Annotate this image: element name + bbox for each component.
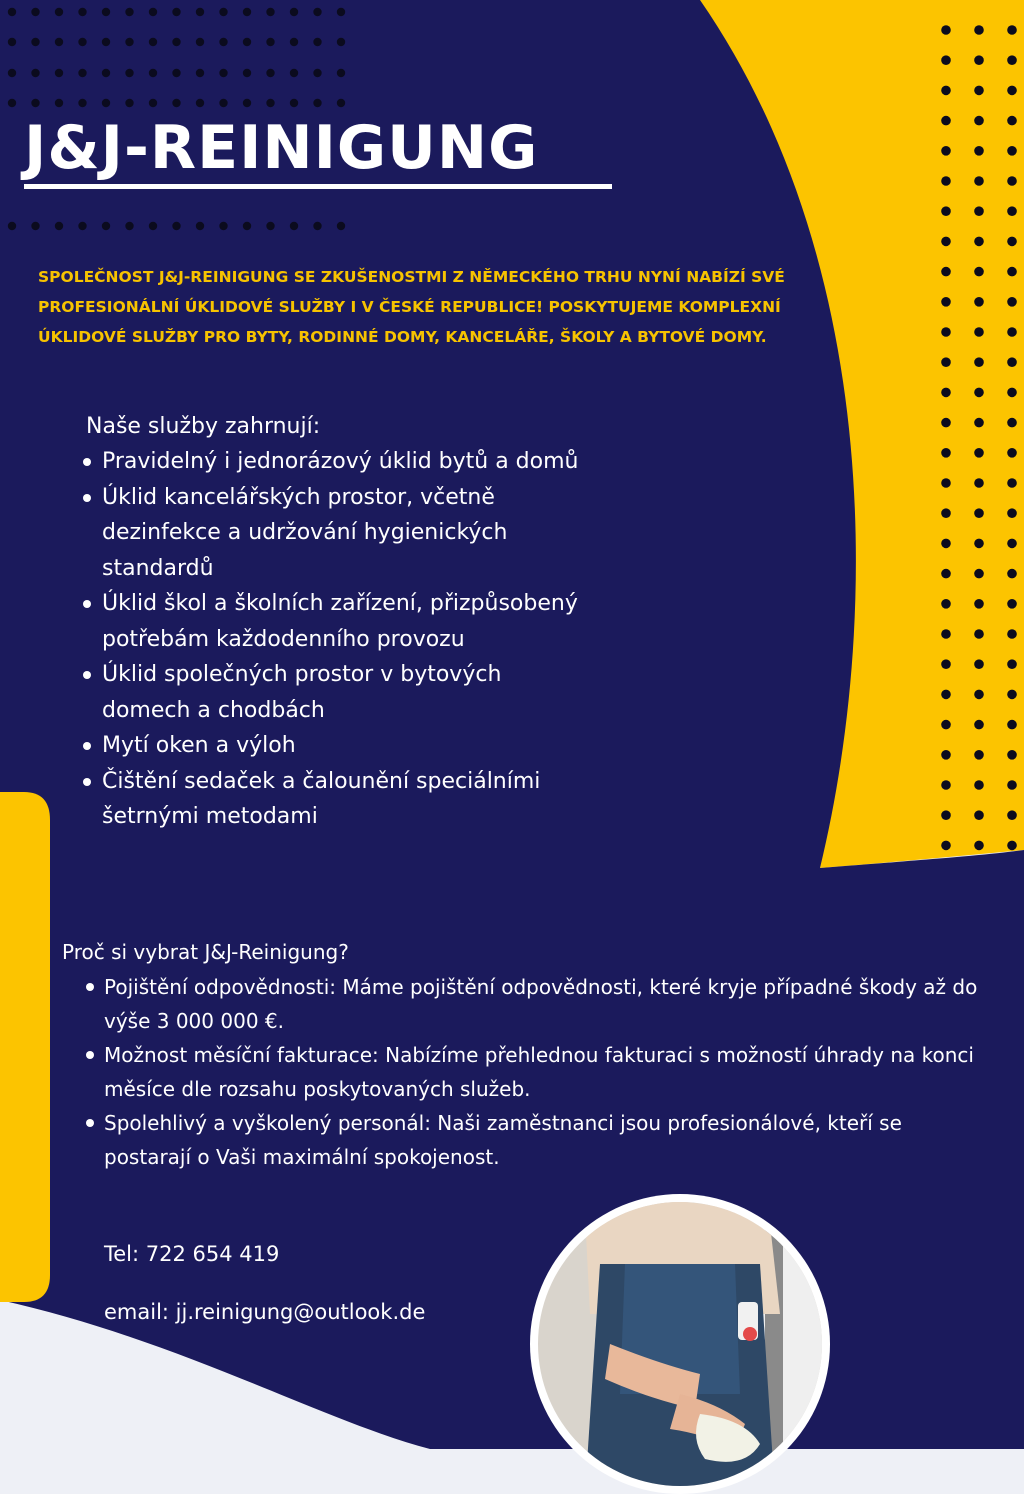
list-item: Úklid škol a školních zařízení, přizpůsobený potřebám každodenního provozu — [80, 586, 580, 657]
decorative-dot — [149, 99, 157, 107]
decorative-dot — [337, 38, 345, 46]
decorative-dot — [1007, 206, 1017, 216]
decorative-dot — [974, 357, 984, 367]
decorative-dot — [266, 99, 274, 107]
decorative-dot — [974, 388, 984, 398]
decorative-dot — [974, 720, 984, 730]
decorative-dot — [102, 8, 110, 16]
decorative-dot — [172, 69, 180, 77]
decorative-dot — [78, 38, 86, 46]
decorative-dot — [1007, 780, 1017, 790]
decorative-dot — [243, 69, 251, 77]
decorative-dot — [219, 222, 227, 230]
decorative-dot — [78, 99, 86, 107]
decorative-dot — [219, 99, 227, 107]
decorative-dot — [125, 8, 133, 16]
decorative-dot — [55, 99, 63, 107]
decorative-dot — [337, 222, 345, 230]
decorative-dot — [1007, 750, 1017, 760]
list-item: Čištění sedaček a čalounění speciálními šetrnými metodami — [80, 764, 580, 835]
decorative-dot — [941, 267, 951, 277]
decorative-dot — [974, 629, 984, 639]
decorative-dot — [1007, 237, 1017, 247]
list-item: Pravidelný i jednorázový úklid bytů a domů — [80, 444, 580, 480]
decorative-dot — [941, 508, 951, 518]
decorative-dot — [1007, 690, 1017, 700]
decorative-dot — [941, 599, 951, 609]
decorative-dot — [219, 69, 227, 77]
decorative-dot — [149, 69, 157, 77]
decorative-dot — [125, 38, 133, 46]
decorative-dot — [1007, 297, 1017, 307]
yellow-strip-left — [0, 792, 50, 1302]
list-item: Spolehlivý a vyškolený personál: Naši zaměstnanci jsou profesionálové, kteří se postarají o Vaši maximální spokojenost. — [82, 1106, 982, 1174]
decorative-dot — [102, 69, 110, 77]
decorative-dot — [941, 539, 951, 549]
decorative-dot — [974, 690, 984, 700]
decorative-dot — [172, 38, 180, 46]
title-underline — [24, 184, 612, 189]
decorative-dot — [219, 8, 227, 16]
decorative-dot — [1007, 86, 1017, 96]
decorative-dot — [1007, 25, 1017, 35]
decorative-dot — [290, 99, 298, 107]
decorative-dot — [941, 569, 951, 579]
decorative-dot — [974, 297, 984, 307]
decorative-dot — [172, 99, 180, 107]
decorative-dot — [974, 267, 984, 277]
decorative-dot — [31, 99, 39, 107]
decorative-dot — [290, 38, 298, 46]
decorative-dot — [196, 38, 204, 46]
decorative-dot — [974, 327, 984, 337]
decorative-dot — [149, 38, 157, 46]
services-heading: Naše služby zahrnují: — [86, 414, 321, 439]
decorative-dot — [974, 478, 984, 488]
why-heading: Proč si vybrat J&J-Reinigung? — [62, 940, 349, 964]
decorative-dot — [102, 38, 110, 46]
decorative-dot — [313, 38, 321, 46]
decorative-dot — [1007, 388, 1017, 398]
decorative-dot — [313, 99, 321, 107]
decorative-dot — [219, 38, 227, 46]
decorative-dot — [196, 8, 204, 16]
decorative-dot — [974, 25, 984, 35]
decorative-dot — [941, 327, 951, 337]
decorative-dot — [125, 99, 133, 107]
decorative-dot — [1007, 55, 1017, 65]
decorative-dot — [55, 69, 63, 77]
decorative-dot — [941, 841, 951, 851]
decorative-dot — [941, 750, 951, 760]
decorative-dot — [974, 116, 984, 126]
decorative-dot — [941, 659, 951, 669]
decorative-dot — [974, 750, 984, 760]
decorative-dot — [125, 69, 133, 77]
decorative-dot — [1007, 116, 1017, 126]
decorative-dot — [8, 8, 16, 16]
decorative-dot — [1007, 176, 1017, 186]
decorative-dot — [941, 780, 951, 790]
list-item: Mytí oken a výloh — [80, 728, 580, 764]
decorative-dot — [266, 69, 274, 77]
decorative-dot — [125, 222, 133, 230]
decorative-dot — [196, 99, 204, 107]
decorative-dot — [1007, 357, 1017, 367]
decorative-dot — [1007, 539, 1017, 549]
decorative-dot — [941, 55, 951, 65]
decorative-dot — [31, 69, 39, 77]
decorative-dot — [974, 659, 984, 669]
decorative-dot — [941, 629, 951, 639]
decorative-dot — [196, 222, 204, 230]
decorative-dot — [1007, 508, 1017, 518]
decorative-dot — [941, 116, 951, 126]
decorative-dot — [8, 69, 16, 77]
list-item: Úklid kancelářských prostor, včetně dezinfekce a udržování hygienických standardů — [80, 480, 580, 587]
decorative-dot — [941, 810, 951, 820]
decorative-dot — [941, 25, 951, 35]
decorative-dot — [941, 297, 951, 307]
page-title: J&J-REINIGUNG — [24, 113, 539, 183]
decorative-dot — [941, 478, 951, 488]
decorative-dot — [941, 357, 951, 367]
decorative-dot — [78, 222, 86, 230]
decorative-dot — [149, 8, 157, 16]
decorative-dot — [243, 222, 251, 230]
decorative-dot — [1007, 841, 1017, 851]
services-list — [80, 444, 580, 835]
decorative-dot — [290, 8, 298, 16]
decorative-dot — [1007, 418, 1017, 428]
decorative-dot — [243, 99, 251, 107]
decorative-dot — [290, 222, 298, 230]
decorative-dot — [974, 206, 984, 216]
decorative-dot — [1007, 720, 1017, 730]
email-address[interactable]: email: jj.reinigung@outlook.de — [104, 1300, 426, 1324]
decorative-dot — [974, 146, 984, 156]
decorative-dot — [941, 720, 951, 730]
decorative-dot — [313, 8, 321, 16]
decorative-dot — [1007, 810, 1017, 820]
decorative-dot — [974, 599, 984, 609]
list-item: Úklid společných prostor v bytových domech a chodbách — [80, 657, 580, 728]
decorative-dot — [974, 841, 984, 851]
decorative-dot — [1007, 448, 1017, 458]
decorative-dot — [55, 8, 63, 16]
decorative-dot — [172, 8, 180, 16]
decorative-dot — [290, 69, 298, 77]
decorative-dot — [941, 86, 951, 96]
decorative-dot — [1007, 629, 1017, 639]
decorative-dot — [974, 55, 984, 65]
why-list — [82, 970, 982, 1174]
decorative-dot — [266, 222, 274, 230]
decorative-dot — [974, 237, 984, 247]
decorative-dot — [8, 99, 16, 107]
decorative-dot — [1007, 478, 1017, 488]
decorative-dot — [1007, 599, 1017, 609]
decorative-dot — [243, 38, 251, 46]
decorative-dot — [941, 418, 951, 428]
decorative-dot — [941, 388, 951, 398]
decorative-dot — [31, 8, 39, 16]
decorative-dot — [149, 222, 157, 230]
decorative-dot — [102, 222, 110, 230]
decorative-dot — [941, 690, 951, 700]
decorative-dot — [8, 222, 16, 230]
decorative-dot — [31, 38, 39, 46]
phone-number[interactable]: Tel: 722 654 419 — [104, 1242, 280, 1266]
decorative-dot — [313, 222, 321, 230]
decorative-dot — [243, 8, 251, 16]
decorative-dot — [31, 222, 39, 230]
decorative-dot — [974, 418, 984, 428]
decorative-dot — [172, 222, 180, 230]
decorative-dot — [55, 222, 63, 230]
decorative-dot — [941, 176, 951, 186]
decorative-dot — [974, 508, 984, 518]
decorative-dot — [55, 38, 63, 46]
intro-text: SPOLEČNOST J&J-REINIGUNG SE ZKUŠENOSTMI Z NĚMECKÉHO TRHU NYNÍ NABÍZÍ SVÉ PROFESIONÁLNÍ ÚKLIDOVÉ SLUŽBY I V ČESKÉ REPUBLICE! POSKYTUJEME KOMPLEXNÍ ÚKLIDOVÉ SLUŽBY PRO BYTY, RODINNÉ DOMY, KANCELÁŘE, ŠKOLY A BYTOVÉ DOMY. — [38, 268, 785, 346]
decorative-dot — [8, 38, 16, 46]
decorative-dot — [1007, 327, 1017, 337]
decorative-dot — [78, 8, 86, 16]
decorative-dot — [102, 99, 110, 107]
list-item: Pojištění odpovědnosti: Máme pojištění odpovědnosti, které kryje případné škody až do výše 3 000 000 €. — [82, 970, 982, 1038]
decorative-dot — [974, 539, 984, 549]
decorative-dot — [974, 810, 984, 820]
cleaner-photo — [530, 1194, 830, 1494]
decorative-dot — [337, 8, 345, 16]
decorative-dot — [1007, 569, 1017, 579]
decorative-dot — [78, 69, 86, 77]
decorative-dot — [974, 780, 984, 790]
list-item: Možnost měsíční fakturace: Nabízíme přehlednou fakturaci s možností úhrady na konci měsíce dle rozsahu poskytovaných služeb. — [82, 1038, 982, 1106]
decorative-dot — [974, 176, 984, 186]
decorative-dot — [266, 8, 274, 16]
decorative-dot — [974, 569, 984, 579]
decorative-dot — [337, 69, 345, 77]
decorative-dot — [313, 69, 321, 77]
decorative-dot — [941, 146, 951, 156]
decorative-dot — [974, 448, 984, 458]
decorative-dot — [1007, 659, 1017, 669]
decorative-dot — [1007, 146, 1017, 156]
decorative-dot — [266, 38, 274, 46]
decorative-dot — [941, 206, 951, 216]
decorative-dot — [974, 86, 984, 96]
decorative-dot — [941, 448, 951, 458]
decorative-dot — [941, 237, 951, 247]
decorative-dot — [1007, 267, 1017, 277]
decorative-dot — [337, 99, 345, 107]
decorative-dot — [196, 69, 204, 77]
